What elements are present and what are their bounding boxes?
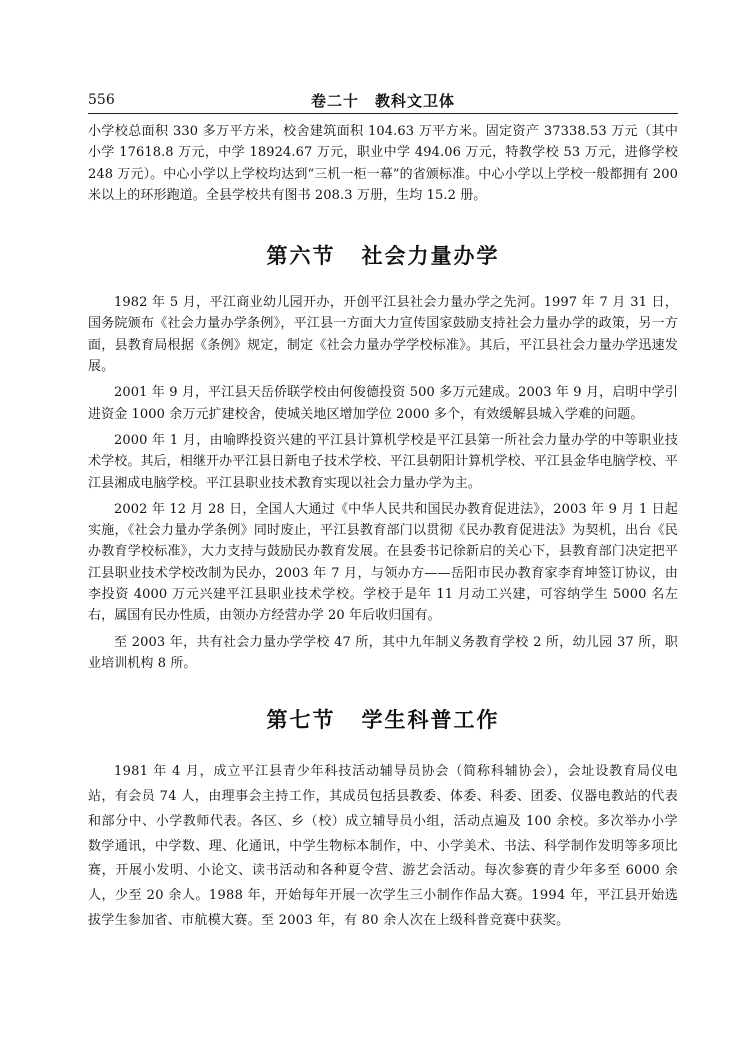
section-6-heading xyxy=(88,226,678,292)
section-7-paragraph: 1981 年 4 月，成立平江县青少年科技活动辅导员协会（简称科辅协会），会址设教育局仪电站，有会员 74 人，由理事会主持工作，其成员包括县教委、体委、科委、团委、仪器电教站的代表和部分中、小学教师代表。各区、乡（校）成立辅导员小组，活动点遍及 100 余校。多次举办小学数学通讯，中学数、理、化通讯，中学生物标本制作，中、小学美术、书法、科学制作发明等多项比赛，开展小发明、小论文、读书活动和各种夏令营、游艺会活动。每次参赛的青少年多至 6000 余人，少至 20 余人。1988 年，开始每年开展一次学生三小制作作品大赛。1994 年，平江县开始选拔学生参加省、市航模大赛。至 2003 年，有 80 余人次在上级科普竞赛中获奖。 xyxy=(88,764,678,929)
section-6-paragraph: 2002 年 12 月 28 日，全国人大通过《中华人民共和国民办教育促进法》，2003 年 9 月 1 日起实施，《社会力量办学条例》同时废止，平江县教育部门以贯彻《民办教育促进法》为契机，出台《民办教育学校标准》，大力支持与鼓励民办教育发展。在县委书记徐新启的关心下，县教育部门决定把平江县职业技术学校改制为民办，2003 年 7 月，与领办方——岳阳市民办教育家李育坤签订协议，由李投资 4000 万元兴建平江县职业技术学校。学校于是年 11 月动工兴建，可容纳学生 5000 名左右，属国有民办性质，由领办方经营办学 20 年后收归国有。 xyxy=(88,501,678,624)
running-title: 卷二十 教科文卫体 xyxy=(310,92,455,110)
page-number: 556 xyxy=(88,92,115,108)
section-7-number: 第七节 xyxy=(266,707,336,733)
section-6-paragraph: 1982 年 5 月，平江商业幼儿园开办，开创平江县社会力量办学之先河。1997 年 7 月 31 日，国务院颁布《社会力量办学条例》，平江县一方面大力宣传国家鼓励支持社会力量办学的政策，另一方面，县教育局根据《条例》规定，制定《社会力量办学学校标准》。其后，平江县社会力量办学迅速发展。 xyxy=(88,295,678,375)
section-6-number: 第六节 xyxy=(266,243,336,269)
page-body xyxy=(88,121,678,934)
section-7-heading xyxy=(88,690,678,756)
section-6-paragraph: 至 2003 年，共有社会力量办学学校 47 所，其中九年制义务教育学校 2 所，幼儿园 37 所，职业培训机构 8 所。 xyxy=(88,634,678,671)
section-7-title: 学生科普工作 xyxy=(361,707,500,733)
section-6-paragraph: 2001 年 9 月，平江县天岳侨联学校由何俊德投资 500 多万元建成。2003 年 9 月，启明中学引进资金 1000 余万元扩建校舍，使城关地区增加学位 2000 多个，有效缓解县城入学难的问题。 xyxy=(88,385,678,422)
intro-paragraph: 小学校总面积 330 多万平方米，校舍建筑面积 104.63 万平方米。固定资产 37338.53 万元（其中小学 17618.8 万元，中学 18924.67 万元，职业中学 494.06 万元，特教学校 53 万元，进修学校 248 万元）。中心小学以上学校均达到“三机一柜一幕”的省颁标准。中心小学以上学校一般都拥有 200 米以上的环形跑道。全县学校共有图书 208.3 万册，生均 15.2 册。 xyxy=(88,124,678,203)
page-header xyxy=(88,88,678,114)
section-6-paragraph: 2000 年 1 月，由喻晔投资兴建的平江县计算机学校是平江县第一所社会力量办学的中等职业技术学校。其后，相继开办平江县日新电子技术学校、平江县朝阳计算机学校、平江县金华电脑学校、平江县湘成电脑学校。平江县职业技术教育实现以社会力量办学为主。 xyxy=(88,432,678,491)
header-rule xyxy=(88,113,678,114)
section-6-title: 社会力量办学 xyxy=(361,243,500,269)
